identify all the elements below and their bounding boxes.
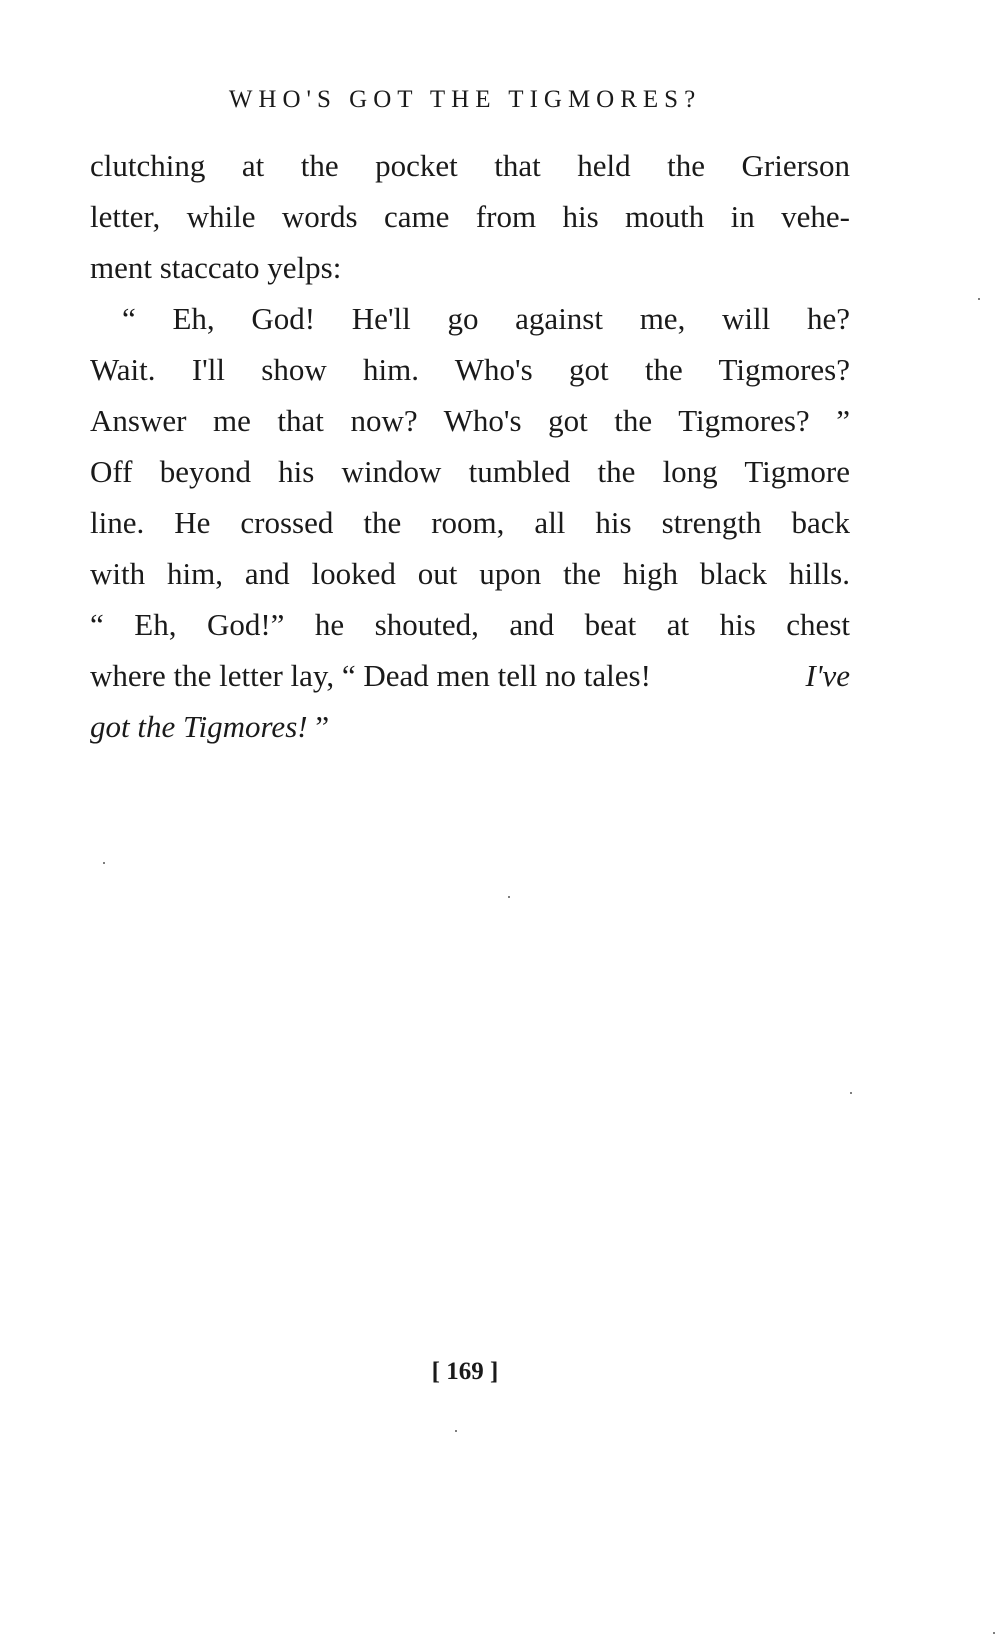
- text-line-1: clutching at the pocket that held the Grierson: [90, 148, 850, 183]
- text-line-5: Wait. I'll show him. Who's got the Tigmores?: [90, 352, 850, 387]
- text-line-6: Answer me that now? Who's got the Tigmores? ”: [90, 403, 850, 438]
- paper-speck: [103, 862, 105, 864]
- paper-speck: [993, 1632, 995, 1634]
- paper-speck: [455, 1430, 457, 1432]
- text-line-3: ment staccato yelps:: [90, 250, 342, 285]
- running-head: WHO'S GOT THE TIGMORES?: [228, 86, 702, 113]
- text-line-11-italic: I've: [805, 658, 850, 693]
- paper-speck: [978, 298, 980, 300]
- text-line-4: “ Eh, God! He'll go against me, will he?: [122, 301, 850, 336]
- paper-speck: [508, 896, 510, 898]
- body-text: [90, 140, 850, 752]
- text-line-9: with him, and looked out upon the high black hills.: [90, 556, 850, 591]
- page-number: [ 169 ]: [431, 1358, 499, 1385]
- text-line-2: letter, while words came from his mouth in vehe-: [90, 199, 850, 234]
- text-line-10: “ Eh, God!” he shouted, and beat at his chest: [90, 607, 850, 642]
- text-line-8: line. He crossed the room, all his strength back: [90, 505, 850, 540]
- paper-speck: [850, 1092, 852, 1094]
- text-line-12-closequote: ”: [307, 709, 330, 744]
- text-line-12: [90, 701, 850, 752]
- text-line-7: Off beyond his window tumbled the long Tigmore: [90, 454, 850, 489]
- text-line-11-roman: where the letter lay, “ Dead men tell no tales!: [90, 658, 651, 693]
- text-line-12-italic: got the Tigmores!: [90, 709, 308, 744]
- text-line-11: [90, 650, 850, 701]
